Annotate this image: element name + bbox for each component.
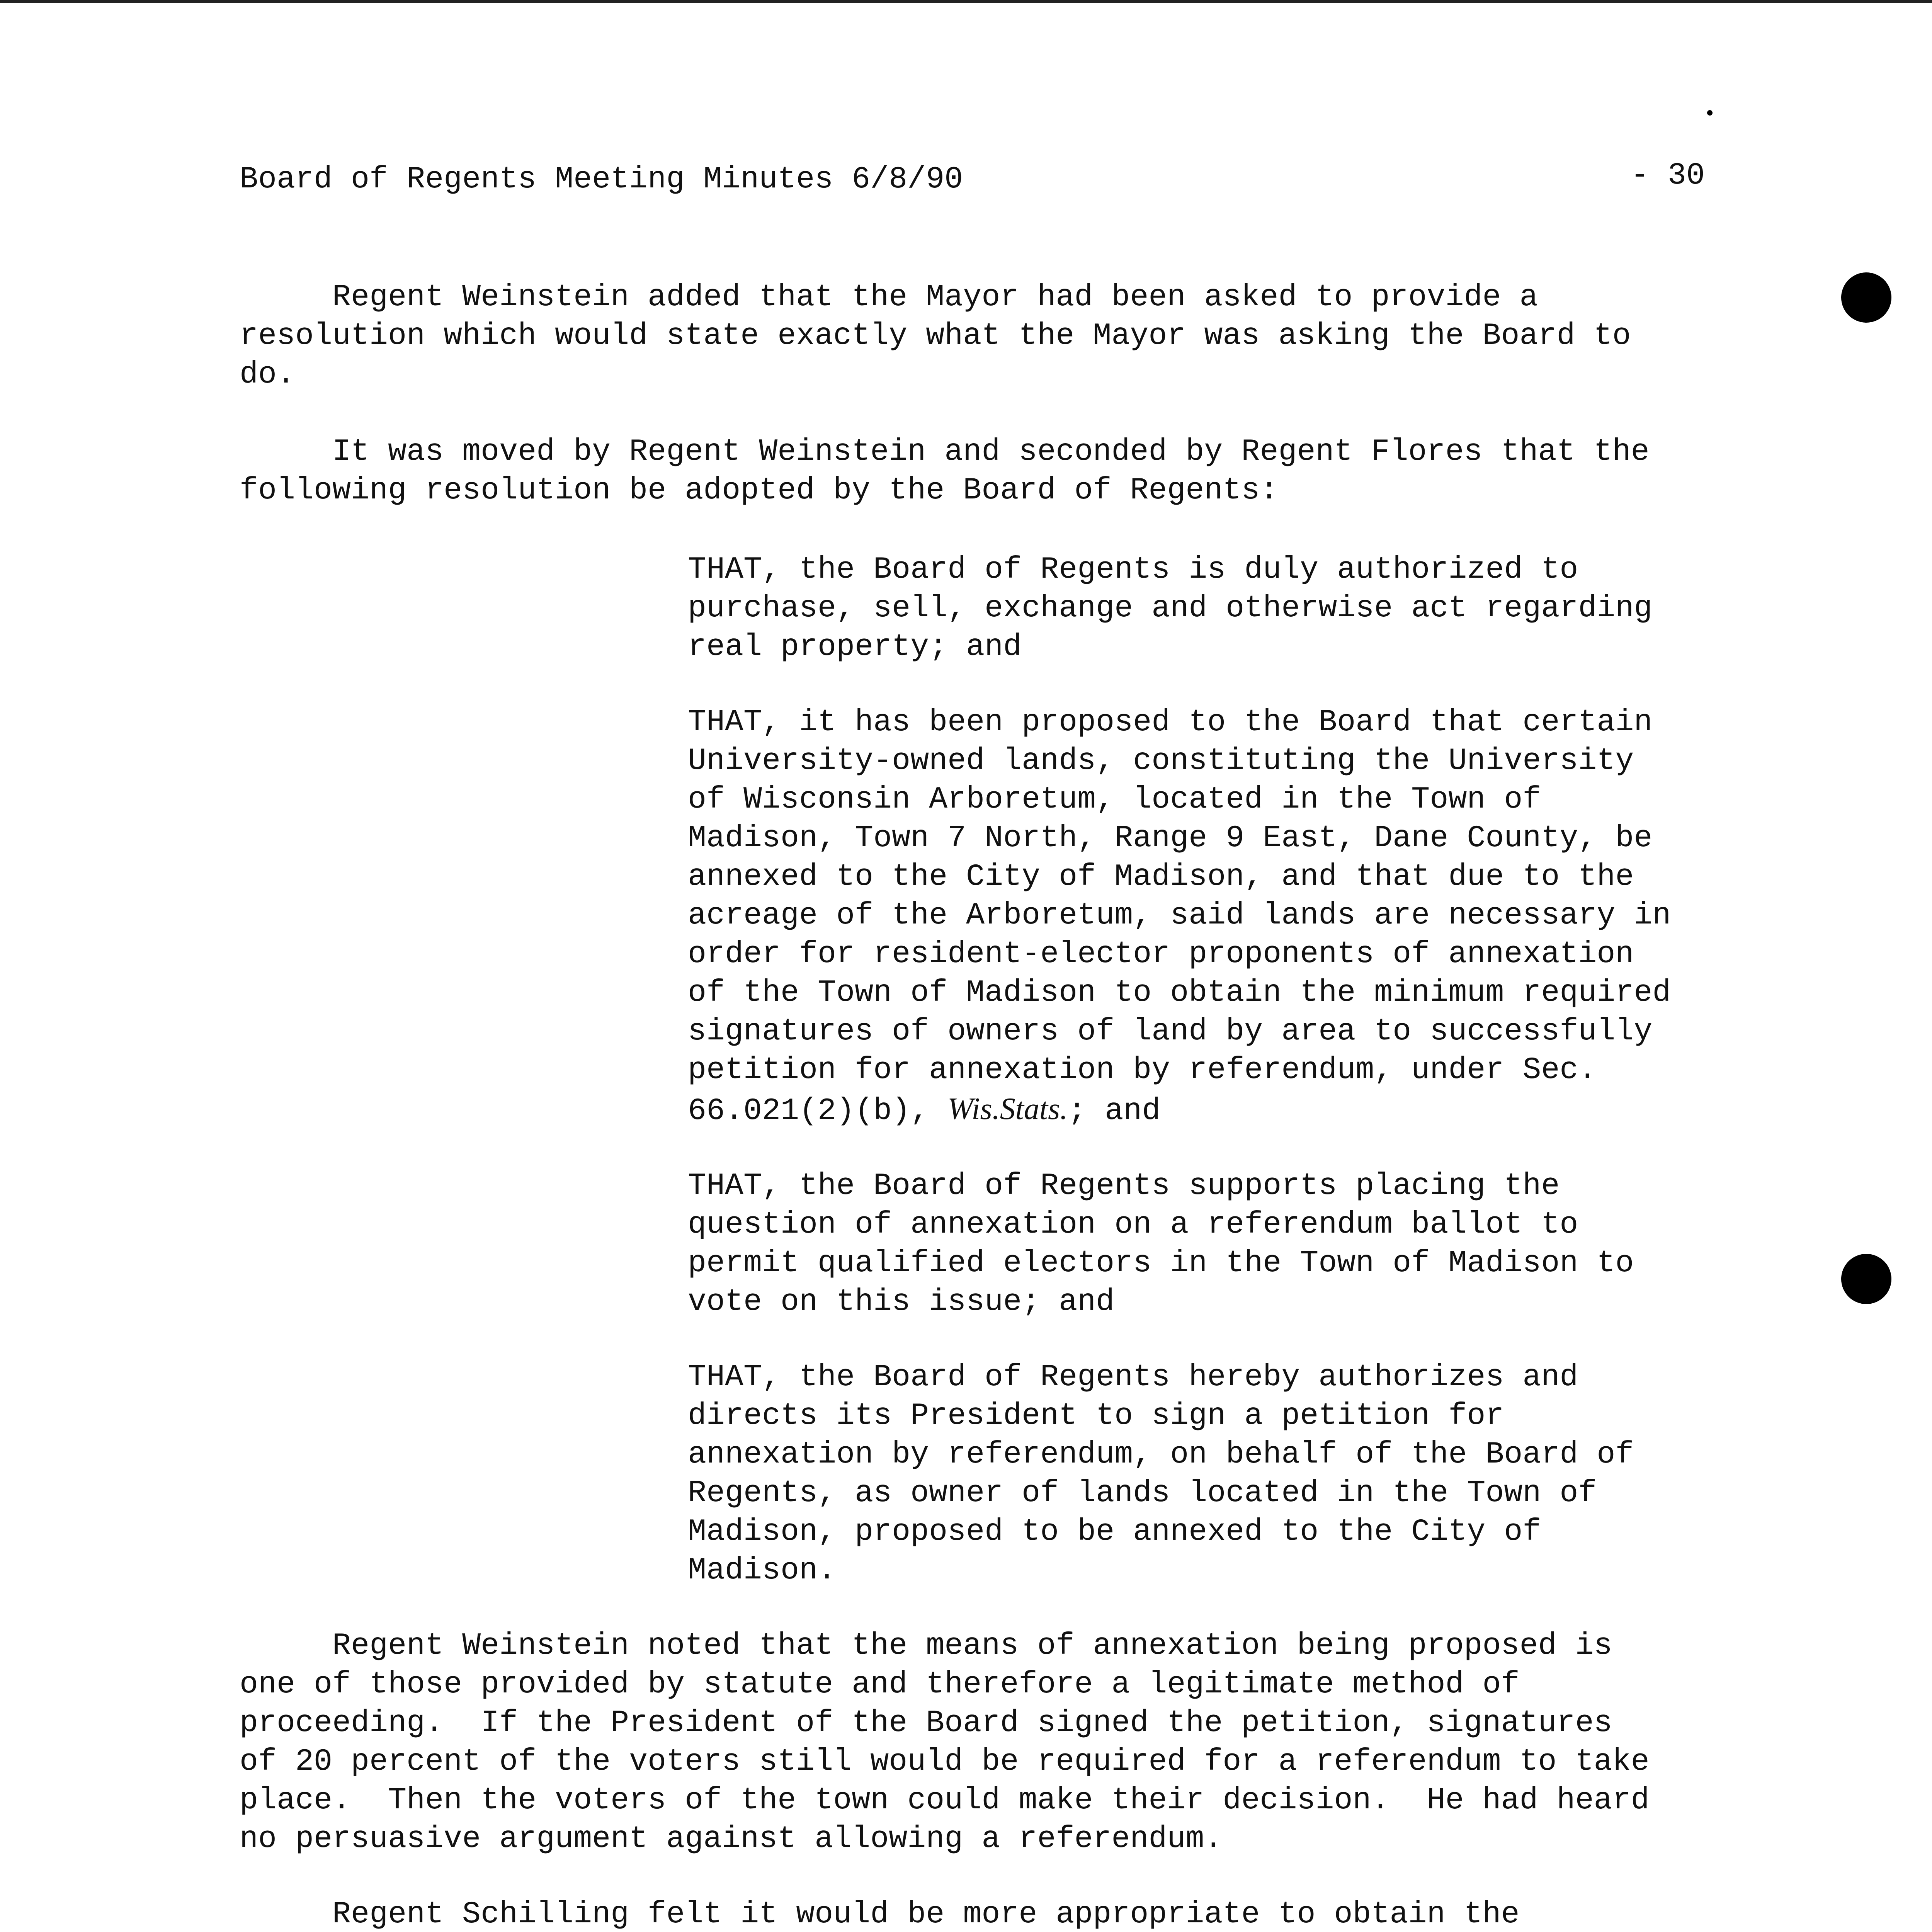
- page-header-title: Board of Regents Meeting Minutes 6/8/90: [240, 162, 963, 197]
- page-number: - 30: [1630, 158, 1705, 193]
- resolution-clause-2: [688, 703, 1719, 1131]
- resolution-clause-4: THAT, the Board of Regents hereby authorizes and directs its President to sign a petition for annexation by referendum, on behalf of the Board of Regents, as owner of lands located in the Town of Madison, proposed to be annexed to the City of Madison.: [688, 1360, 1634, 1588]
- resolution-clause-3: THAT, the Board of Regents supports placing the question of annexation on a referendum ballot to permit qualified electors in the Town of Madison to vote on this issue; and: [688, 1168, 1634, 1320]
- punch-hole-top: [1841, 272, 1891, 323]
- paragraph-schilling: Regent Schilling felt it would be more appropriate to obtain the: [332, 1897, 1520, 1932]
- resolution-clause-2-end: ; and: [1068, 1094, 1161, 1129]
- top-edge-rule: [0, 0, 1932, 3]
- punch-hole-middle: [1841, 1254, 1891, 1304]
- resolution-clause-1: THAT, the Board of Regents is duly authorized to purchase, sell, exchange and otherwise act regarding real property; and: [688, 552, 1653, 665]
- statute-reference: Wis.Stats.: [947, 1092, 1068, 1126]
- resolution-clause-2-text: THAT, it has been proposed to the Board that certain University-owned lands, constituting the University of Wisconsin Arboretum, located in the Town of Madison, Town 7 North, Range 9 East, Dane County, be annexed to the City of Madison, and that due to the acreage of the Arboretum, said lands are necessary in order for resident-elector proponents of annexation of the Town of Madison to obtain the minimum required signatures of owners of land by area to successfully petition for annexation by referendum, under Sec. 66.021(2)(b),: [688, 705, 1671, 1129]
- scan-speck: [1707, 110, 1713, 116]
- paragraph-weinstein-added: Regent Weinstein added that the Mayor had been asked to provide a resolution which would state exactly what the Mayor was asking the Board to do.: [240, 280, 1631, 392]
- paragraph-motion: It was moved by Regent Weinstein and seconded by Regent Flores that the following resolution be adopted by the Board of Regents:: [240, 434, 1650, 508]
- paragraph-weinstein-noted: Regent Weinstein noted that the means of annexation being proposed is one of those provided by statute and therefore a legitimate method of proceeding. If the President of the Board signed the petition, signatures of 20 percent of the voters still would be required for a referendum to take place. Then the voters of the town could make their decision. He had heard no persuasive argument against allowing a referendum.: [240, 1628, 1650, 1857]
